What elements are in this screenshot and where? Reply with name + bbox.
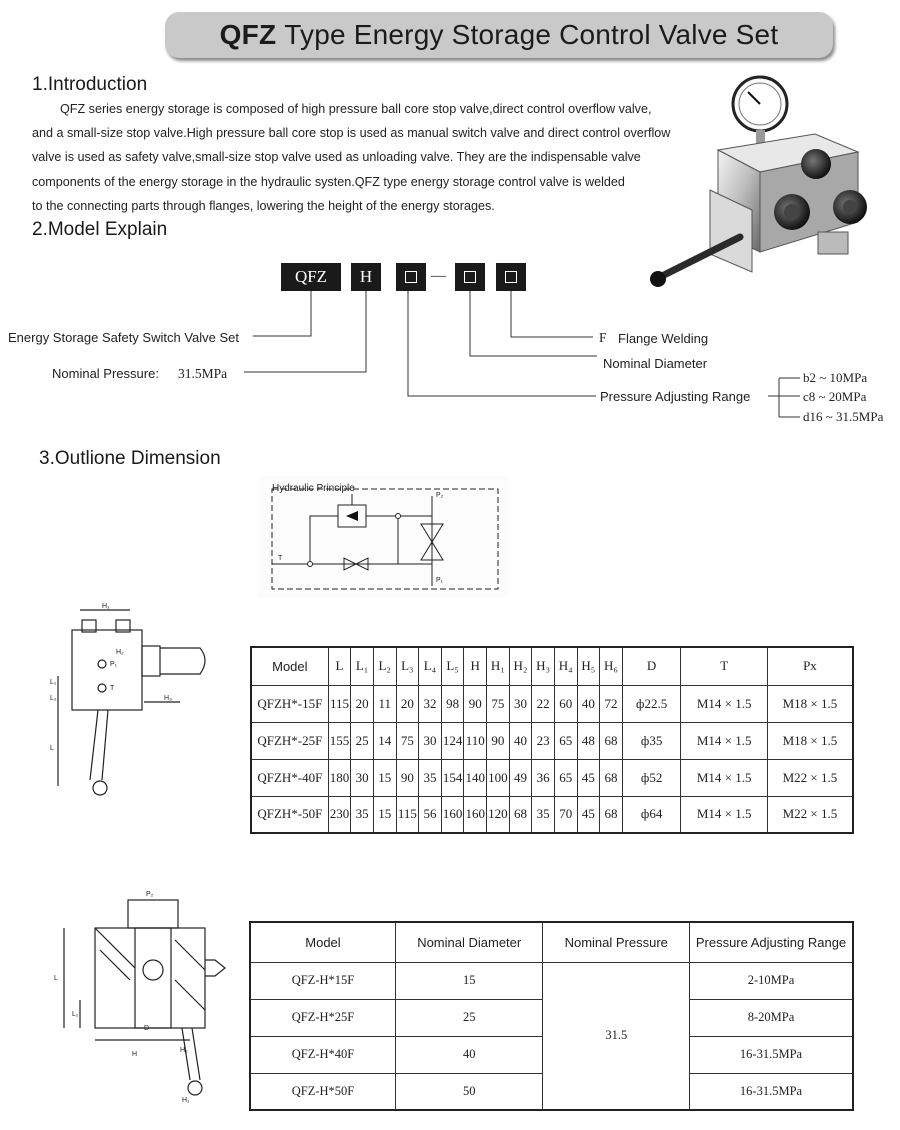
code-h-text: H	[359, 267, 373, 286]
table-cell: 180	[328, 759, 351, 796]
nominal-pressure-value: 31.5MPa	[178, 366, 228, 381]
column-header: H₂	[509, 647, 532, 685]
dim-label: H₂	[116, 649, 124, 656]
table-cell: 16-31.5MPa	[690, 1036, 853, 1073]
column-header: L₃	[396, 647, 419, 685]
label-nominal-diameter: Nominal Diameter	[603, 356, 708, 371]
table-cell: 50	[395, 1073, 543, 1110]
table-row	[251, 685, 853, 722]
intro-line: components of the energy storage in the hydraulic systen.QFZ type energy storage control valve is welded	[32, 174, 625, 189]
intro-heading: 1.Introduction	[32, 74, 148, 95]
table-cell: 30	[509, 685, 532, 722]
table-cell: 160	[441, 796, 464, 833]
table-header-row	[250, 922, 853, 962]
intro-line: QFZ series energy storage is composed of high pressure ball core stop valve,direct control overflow valve,	[60, 102, 652, 116]
column-header: H₁	[487, 647, 510, 685]
table-cell: ф22.5	[622, 685, 681, 722]
label-pressure-range: Pressure Adjusting Range	[600, 389, 751, 404]
dim-label: T	[110, 685, 115, 692]
dim-label: L	[54, 975, 58, 982]
table-cell: M22 × 1.5	[767, 796, 853, 833]
dim-label: H₃	[164, 695, 172, 702]
table-cell: 45	[577, 796, 600, 833]
table-cell: 35	[351, 796, 374, 833]
column-header: Nominal Pressure	[543, 922, 690, 962]
table-cell: 160	[464, 796, 487, 833]
table-cell: 36	[532, 759, 555, 796]
table-cell: 14	[373, 722, 396, 759]
table-cell: 68	[600, 722, 623, 759]
code-box-range	[396, 263, 426, 291]
table-cell: 20	[351, 685, 374, 722]
table-cell: 20	[396, 685, 419, 722]
table-cell: 68	[600, 759, 623, 796]
model-explain-heading: 2.Model Explain	[32, 219, 168, 240]
table-cell: QFZH*-50F	[251, 796, 328, 833]
table-cell: 30	[419, 722, 442, 759]
table-cell: 115	[328, 685, 351, 722]
hydraulic-principle-diagram	[258, 476, 508, 598]
column-header: H₃	[532, 647, 555, 685]
table-cell: M14 × 1.5	[681, 759, 767, 796]
column-header: H	[464, 647, 487, 685]
table-cell: 40	[577, 685, 600, 722]
table-cell: 25	[395, 999, 543, 1036]
table-cell: 30	[351, 759, 374, 796]
dim-label: D	[144, 1025, 150, 1032]
intro-line: valve is used as safety valve,small-size stop valve used as unloading valve. They are the indispensable valve	[32, 150, 641, 165]
table-cell: 32	[419, 685, 442, 722]
table-cell: 68	[509, 796, 532, 833]
table-cell: 40	[395, 1036, 543, 1073]
table-cell: ф64	[622, 796, 681, 833]
table-cell: 75	[396, 722, 419, 759]
table-cell: M14 × 1.5	[681, 796, 767, 833]
table-cell: 48	[577, 722, 600, 759]
table-cell: ф52	[622, 759, 681, 796]
column-header: H₅	[577, 647, 600, 685]
intro-line: to the connecting parts through flanges, lowering the height of the energy storages.	[32, 198, 495, 213]
port-p2-label: P₂	[436, 492, 444, 499]
code-box-flange	[496, 263, 526, 291]
table-cell: QFZ-H*50F	[250, 1073, 395, 1110]
dim-label: L₁	[72, 1011, 79, 1018]
intro-text	[32, 97, 732, 218]
table-cell: 8-20MPa	[690, 999, 853, 1036]
dim-label: H₂	[180, 1047, 188, 1054]
dimension-table	[250, 646, 854, 834]
column-header: D	[622, 647, 681, 685]
table-row	[251, 796, 853, 833]
table-cell: 35	[419, 759, 442, 796]
table-cell: 68	[600, 796, 623, 833]
table-cell: 124	[441, 722, 464, 759]
table-cell: 40	[509, 722, 532, 759]
dim-label: H	[132, 1051, 138, 1058]
table-cell: 15	[395, 962, 543, 999]
range-c: c8 ~ 20MPa	[803, 389, 867, 404]
code-dash: —	[431, 268, 446, 284]
label-nominal-pressure: Nominal Pressure:	[52, 366, 159, 381]
dim-label: L	[50, 745, 54, 752]
table-cell: 98	[441, 685, 464, 722]
dim-label: P₂	[146, 891, 154, 898]
table-cell: 75	[487, 685, 510, 722]
label-flange-letter: F	[599, 330, 607, 345]
table-cell: 115	[396, 796, 419, 833]
nominal-pressure-cell: 31.5	[543, 962, 690, 1110]
table-cell: QFZH*-15F	[251, 685, 328, 722]
column-header: Px	[767, 647, 853, 685]
table-cell: 15	[373, 759, 396, 796]
column-header: Nominal Diameter	[395, 922, 543, 962]
table-cell: 120	[487, 796, 510, 833]
column-header: L₂	[373, 647, 396, 685]
page-title	[165, 12, 833, 58]
table-cell: 100	[487, 759, 510, 796]
code-box-h	[351, 263, 381, 291]
placeholder-square	[505, 271, 517, 283]
table-cell: 65	[554, 759, 577, 796]
column-header: L₄	[419, 647, 442, 685]
placeholder-square	[464, 271, 476, 283]
dim-label: L₂	[50, 695, 57, 702]
table-cell: 15	[373, 796, 396, 833]
table-cell: 70	[554, 796, 577, 833]
column-header: L	[328, 647, 351, 685]
table-cell: 35	[532, 796, 555, 833]
table-cell: 230	[328, 796, 351, 833]
label-valve-set: Energy Storage Safety Switch Valve Set	[8, 330, 239, 345]
table-cell: 11	[373, 685, 396, 722]
dim-label: H₁	[182, 1097, 190, 1104]
label-flange-welding: Flange Welding	[618, 331, 709, 346]
title-rest: Type Energy Storage Control Valve Set	[284, 19, 779, 50]
table-cell: 49	[509, 759, 532, 796]
table-cell: 90	[396, 759, 419, 796]
column-header: H₆	[600, 647, 623, 685]
dim-label: H₁	[102, 603, 110, 610]
outline-drawing-section	[40, 880, 230, 1110]
table-cell: M18 × 1.5	[767, 722, 853, 759]
table-header-row	[251, 647, 853, 685]
port-t-label: T	[278, 555, 283, 562]
table-cell: 140	[464, 759, 487, 796]
table-row	[251, 722, 853, 759]
column-header: L₁	[351, 647, 374, 685]
column-header: Pressure Adjusting Range	[690, 922, 853, 962]
table-cell: M22 × 1.5	[767, 759, 853, 796]
table-cell: 25	[351, 722, 374, 759]
dim-label: P₁	[110, 661, 118, 668]
table-cell: 60	[554, 685, 577, 722]
title-bold: QFZ	[219, 19, 277, 50]
table-cell: M14 × 1.5	[681, 722, 767, 759]
table-cell: 65	[554, 722, 577, 759]
range-d: d16 ~ 31.5MPa	[803, 409, 884, 424]
column-header: Model	[250, 922, 395, 962]
table-cell: 110	[464, 722, 487, 759]
table-cell: QFZH*-40F	[251, 759, 328, 796]
table-cell: QFZH*-25F	[251, 722, 328, 759]
table-cell: M18 × 1.5	[767, 685, 853, 722]
column-header: Model	[251, 647, 328, 685]
table-cell: QFZ-H*40F	[250, 1036, 395, 1073]
table-cell: 45	[577, 759, 600, 796]
table-cell: 90	[487, 722, 510, 759]
table-cell: 22	[532, 685, 555, 722]
product-photo	[640, 72, 900, 302]
model-table	[249, 921, 854, 1111]
table-cell: 72	[600, 685, 623, 722]
outline-heading: 3.Outlione Dimension	[39, 448, 221, 469]
column-header: H₄	[554, 647, 577, 685]
code-qfz-text: QFZ	[294, 267, 328, 286]
table-cell: 90	[464, 685, 487, 722]
column-header: T	[681, 647, 767, 685]
placeholder-square	[405, 271, 417, 283]
table-cell: 16-31.5MPa	[690, 1073, 853, 1110]
dim-label: L₁	[50, 679, 57, 686]
table-cell: QFZ-H*25F	[250, 999, 395, 1036]
table-row	[251, 759, 853, 796]
outline-drawing-front	[40, 600, 230, 810]
range-b: b2 ~ 10MPa	[803, 370, 868, 385]
table-cell: 56	[419, 796, 442, 833]
table-cell: ф35	[622, 722, 681, 759]
table-cell: QFZ-H*15F	[250, 962, 395, 999]
table-cell: 23	[532, 722, 555, 759]
table-cell: 2-10MPa	[690, 962, 853, 999]
table-cell: 154	[441, 759, 464, 796]
port-p1-label: P₁	[436, 577, 444, 584]
code-box-qfz	[281, 263, 341, 291]
column-header: L₅	[441, 647, 464, 685]
table-row	[250, 962, 853, 999]
intro-line: and a small-size stop valve.High pressure ball core stop is used as manual switch valve and direct control overflow	[32, 126, 671, 141]
code-box-diameter	[455, 263, 485, 291]
diagram-title: Hydraulic Principle	[272, 483, 355, 494]
table-cell: M14 × 1.5	[681, 685, 767, 722]
table-cell: 155	[328, 722, 351, 759]
